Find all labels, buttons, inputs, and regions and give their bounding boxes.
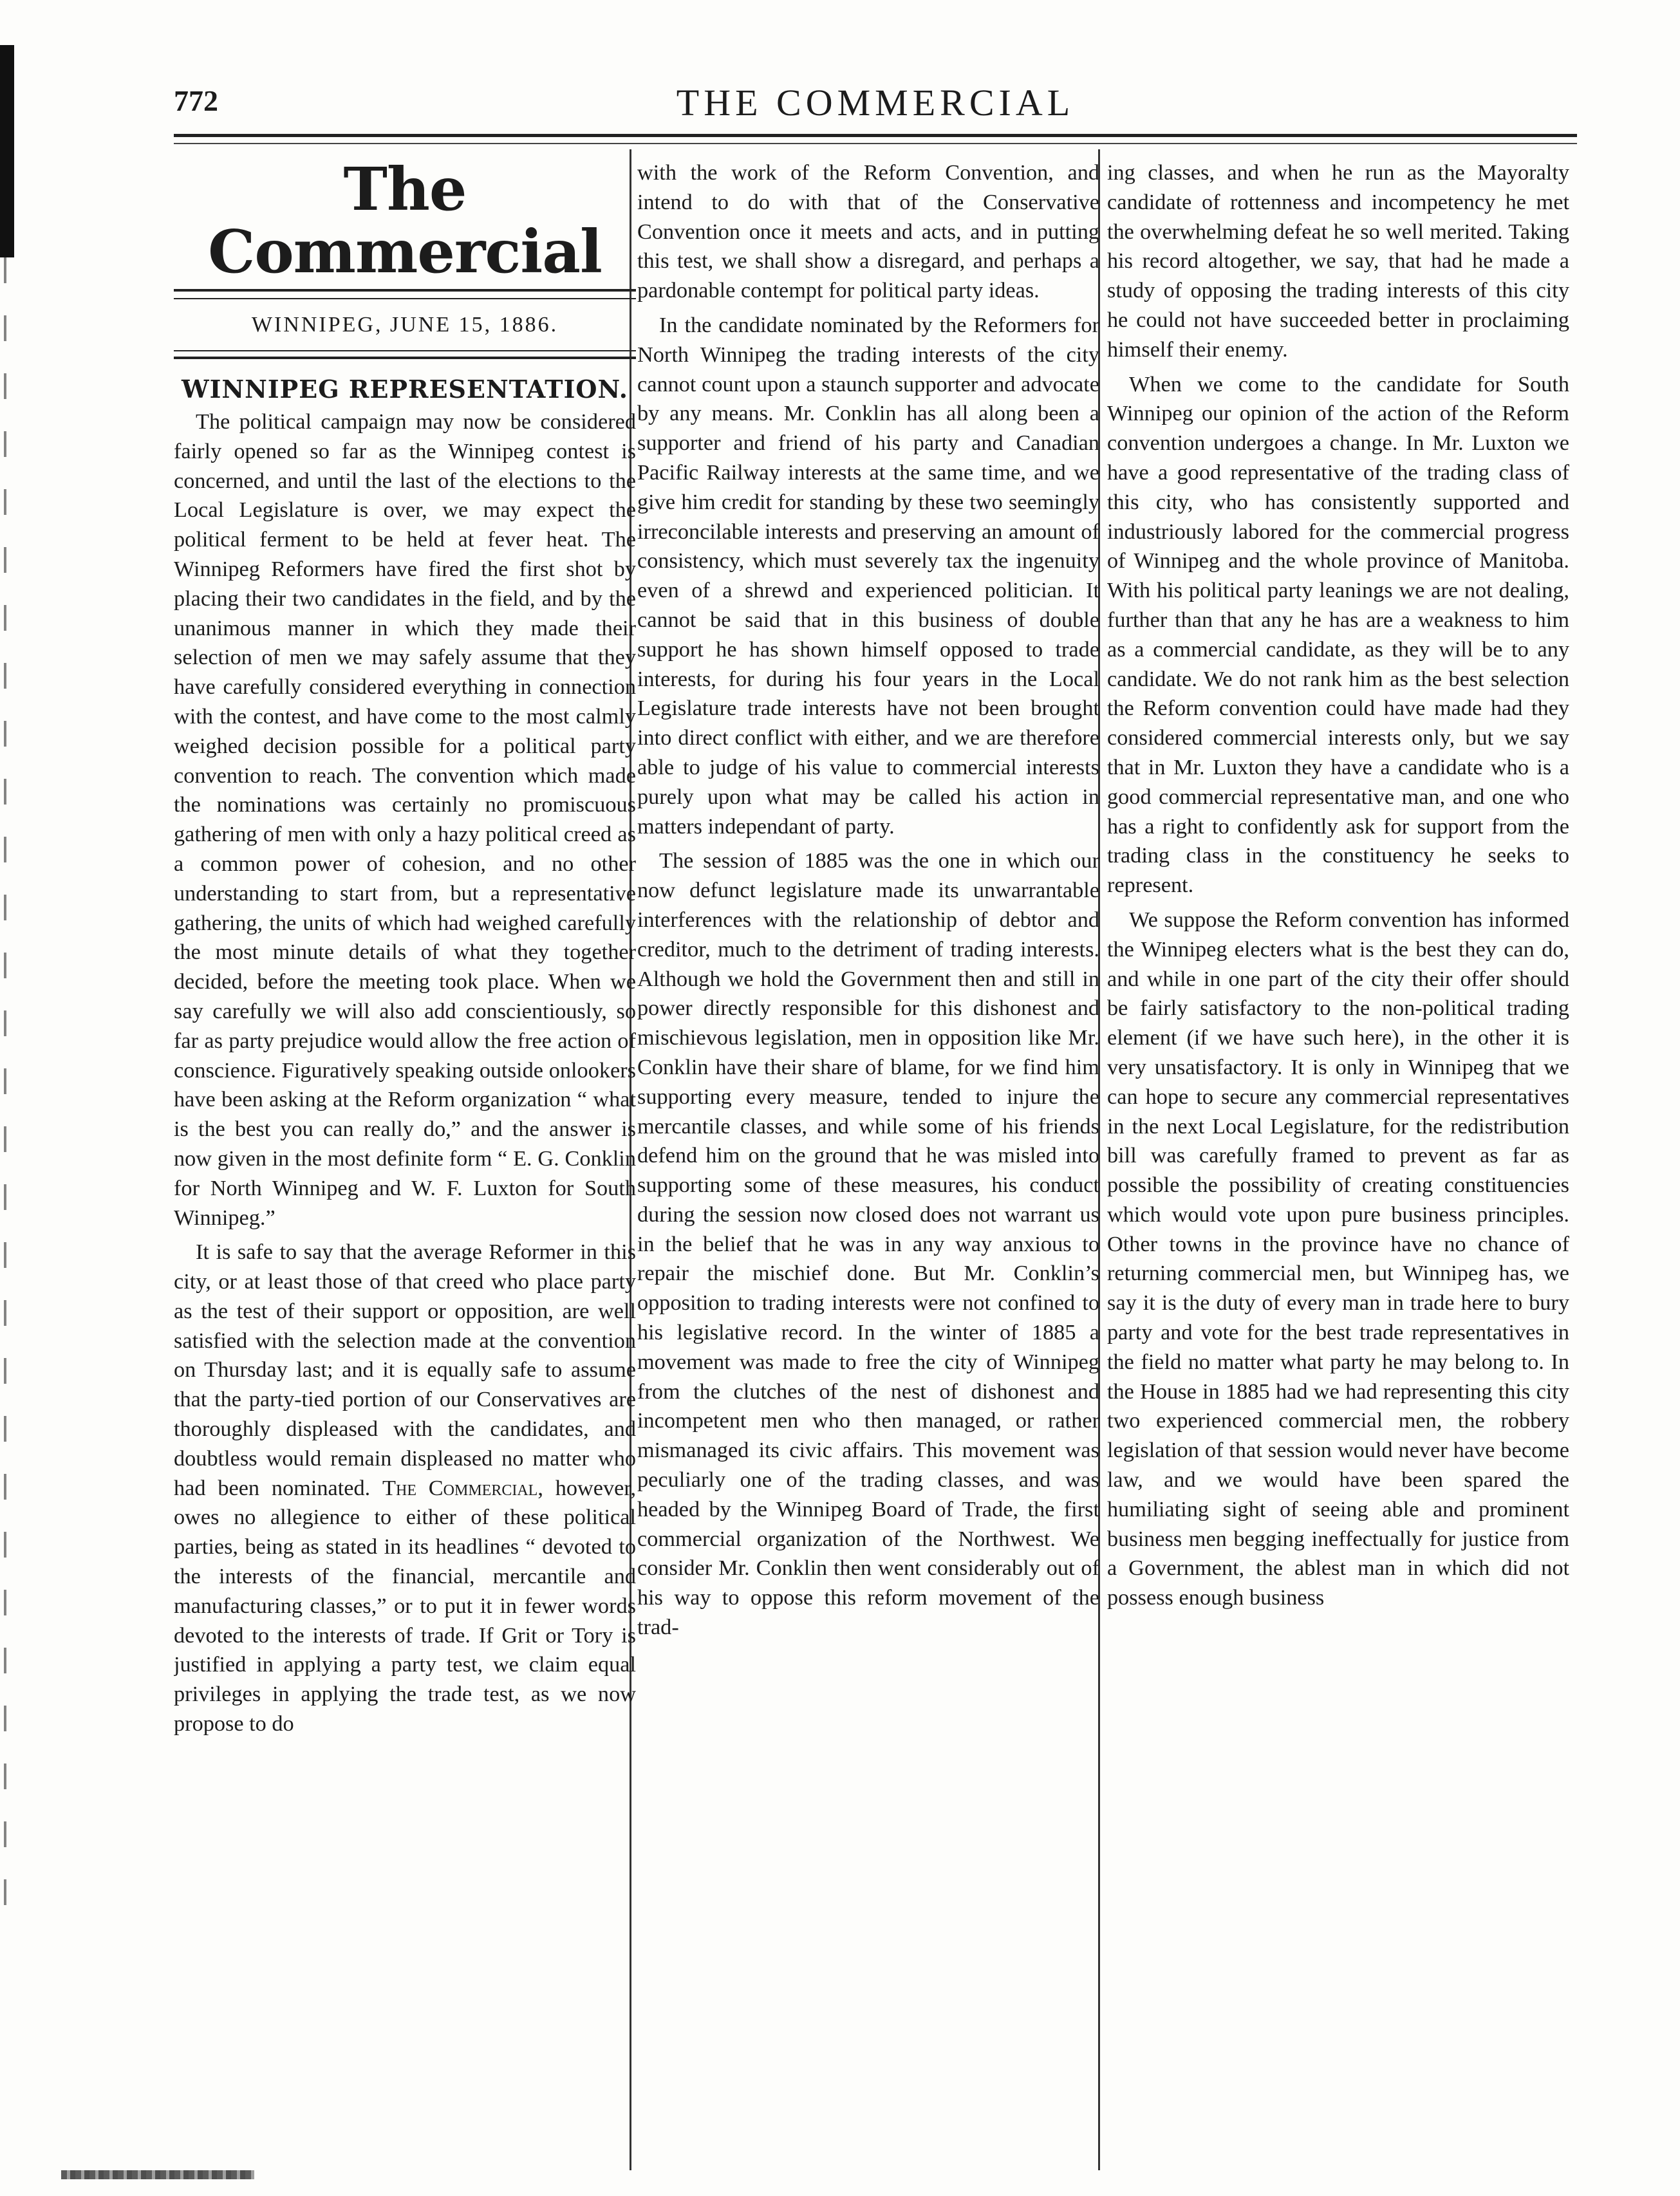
column-1 (174, 158, 636, 2160)
article-paragraph: The political campaign may now be considered fairly opened so far as the Winnipeg contest is concerned, and until the last of the elections to the Local Legislature is over, we may expect the political ferment to be held at fever heat. The Winnipeg Reformers have fired the first shot by placing their two candidates in the field, and by the unanimous manner in which they made their selection of men we may safely assume that they have carefully considered everything in connection with the contest, and have come to the most calmly weighed decision possible for a political party convention to reach. The convention which made the nominations was certainly no promiscuous gathering of men with only a hazy political creed as a common power of cohesion, and no other understanding to start from, but a representative gathering, the units of which had weighed carefully the most minute details of what they together decided, before the meeting took place. When we say carefully we will also add conscientiously, so far as party prejudice would allow the free action of conscience. Figuratively speaking outside onlookers have been asking at the Reform organization “ what is the best you can really do,” and the answer is now given in the most definite form “ E. G. Conklin for North Winnipeg and W. F. Luxton for South Winnipeg.” (174, 409, 636, 1230)
print-smudge (61, 2170, 254, 2179)
column-2 (637, 158, 1099, 2160)
masthead-rule (174, 289, 636, 299)
article-paragraph: When we come to the candidate for South Winnipeg our opinion of the action of the Reform convention undergoes a change. In Mr. Luxton we have a good representative of the trading class of this city, who has consistently supported and industriously labored for the commercial progress of Winnipeg and the whole province of Manitoba. With his political party leanings we are not dealing, further than that any he has are a weakness to him as a commercial candidate, as they will be to any candidate. We do not rank him as the best selection the Reform convention could have made had they considered commercial interests only, but we say that in Mr. Luxton they have a candidate who is a good commercial representative man, and one who has a right to confidently ask for support from the trading class in the constituency he seeks to represent. (1107, 371, 1569, 898)
article-paragraph (174, 1238, 636, 1739)
publication-name: The Commercial, (382, 1475, 543, 1500)
page-number: 772 (174, 84, 218, 117)
article-paragraph: We suppose the Reform convention has informed the Winnipeg electers what is the best they can do, and while in one part of the city their offer should be fairly satisfactory to the non-political trading element (if we have such here), in the other it is very unsatisfactory. It is only in Winnipeg that we can hope to secure any commercial representatives in the next Local Legislature, for the redistribution bill was carefully framed to prevent as far as possible the possibility of creating constituencies which would vote upon pure business principles. Other towns in the province have no chance of returning commercial men, but Winnipeg has, we say it is the duty of every man in trade here to bury party and vote for the best trade representatives in the field no matter what party he may belong to. In the House in 1885 had we had representing this city two experienced commercial men, the robbery legislation of that session would never have become law, and we would have been spared the humiliating sight of seeing able and prominent business men begging ineffectually for justice from a Government, the ablest man in which did not possess enough business (1107, 907, 1569, 1610)
article-paragraph: In the candidate nominated by the Reformers for North Winnipeg the trading interests of the city cannot count upon a staunch supporter and advocate by any means. Mr. Conklin has all along been a supporter and friend of his party and Canadian Pacific Railway interests at the same time, and we give him credit for standing by these two seemingly irreconcilable interests and preserving an amount of consistency, which must severely tax the ingenuity even of a shrewd and experienced politician. It cannot be said that in this business of double support he has shown himself opposed to trade interests, for during his four years in the Local Legislature trade interests have not been brought into direct conflict with either, and we are therefore able to judge of his value to commercial interests purely upon what may be called his action in matters independant of party. (637, 312, 1099, 839)
column-3 (1107, 158, 1569, 2160)
masthead-title: The Commercial (208, 158, 602, 286)
page-binding-edge (0, 45, 14, 257)
text-run: It is safe to say that the average Reformer in this city, or at least those of that creed who place party as the test of their support or opposition, are well satisfied with the selection made at the convention on Thursday last; and it is equally safe to assume that the party-tied portion of our Conservatives are thoroughly displeased with the candidates, and doubtless would remain displeased no matter who had been nominated. (174, 1240, 636, 1500)
page-binding-marks (4, 257, 6, 1931)
header-rule (174, 134, 1577, 144)
article-paragraph: with the work of the Reform Convention, and intend to do with that of the Conservative Convention once it meets and acts, and in putting this test, we shall show a disregard, and perhaps a pardonable contempt for political party ideas. (637, 160, 1099, 303)
article-headline: WINNIPEG REPRESENTATION. (181, 374, 628, 404)
article-paragraph: ing classes, and when he run as the Mayoralty candidate of rottenness and incompetency he met the overwhelming defeat he so well merited. Taking his record altogether, we say, that had he made a study of opposing the trading interests of this city he could not have succeeded better in proclaiming himself their enemy. (1107, 160, 1569, 362)
dateline-rule (174, 350, 636, 359)
page-header (174, 81, 1577, 126)
text-run: however, owes no allegience to either of these political parties, being as stated in its headlines “ devoted to the interests of the financial, mercantile and manufacturing classes,” or to put it in fewer words devoted to the interests of trade. If Grit or Tory is justified in applying a party test, we claim equal privileges in applying the trade test, as we now propose to do (174, 1475, 636, 1736)
dateline: WINNIPEG, JUNE 15, 1886. (251, 313, 559, 337)
article-paragraph: The session of 1885 was the one in which our now defunct legislature made its unwarrantable interferences with the relationship of debtor and creditor, much to the detriment of trading interests. Although we hold the Government then and still in power directly responsible for this dishonest and mischievous legislation, men in opposition like Mr. Conklin have their share of blame, for we find him supporting every measure, tended to injure the mercantile classes, and while some of his friends defend him on the ground that he was misled into supporting some of these measures, his conduct during the session now closed does not warrant us in the belief that he was in any way anxious to repair the mischief done. But Mr. Conklin’s opposition to trading interests were not confined to his legislative record. In the winter of 1885 a movement was made to free the city of Winnipeg from the clutches of the nest of dishonest and incompetent men who then managed, or rather mismanaged its civic affairs. This movement was peculiarly one of the trading classes, and was headed by the Winnipeg Board of Trade, the first commercial organization of the Northwest. We consider Mr. Conklin then went considerably out of his way to oppose this reform movement of the trad- (637, 848, 1099, 1640)
running-title: THE COMMERCIAL (676, 82, 1075, 124)
